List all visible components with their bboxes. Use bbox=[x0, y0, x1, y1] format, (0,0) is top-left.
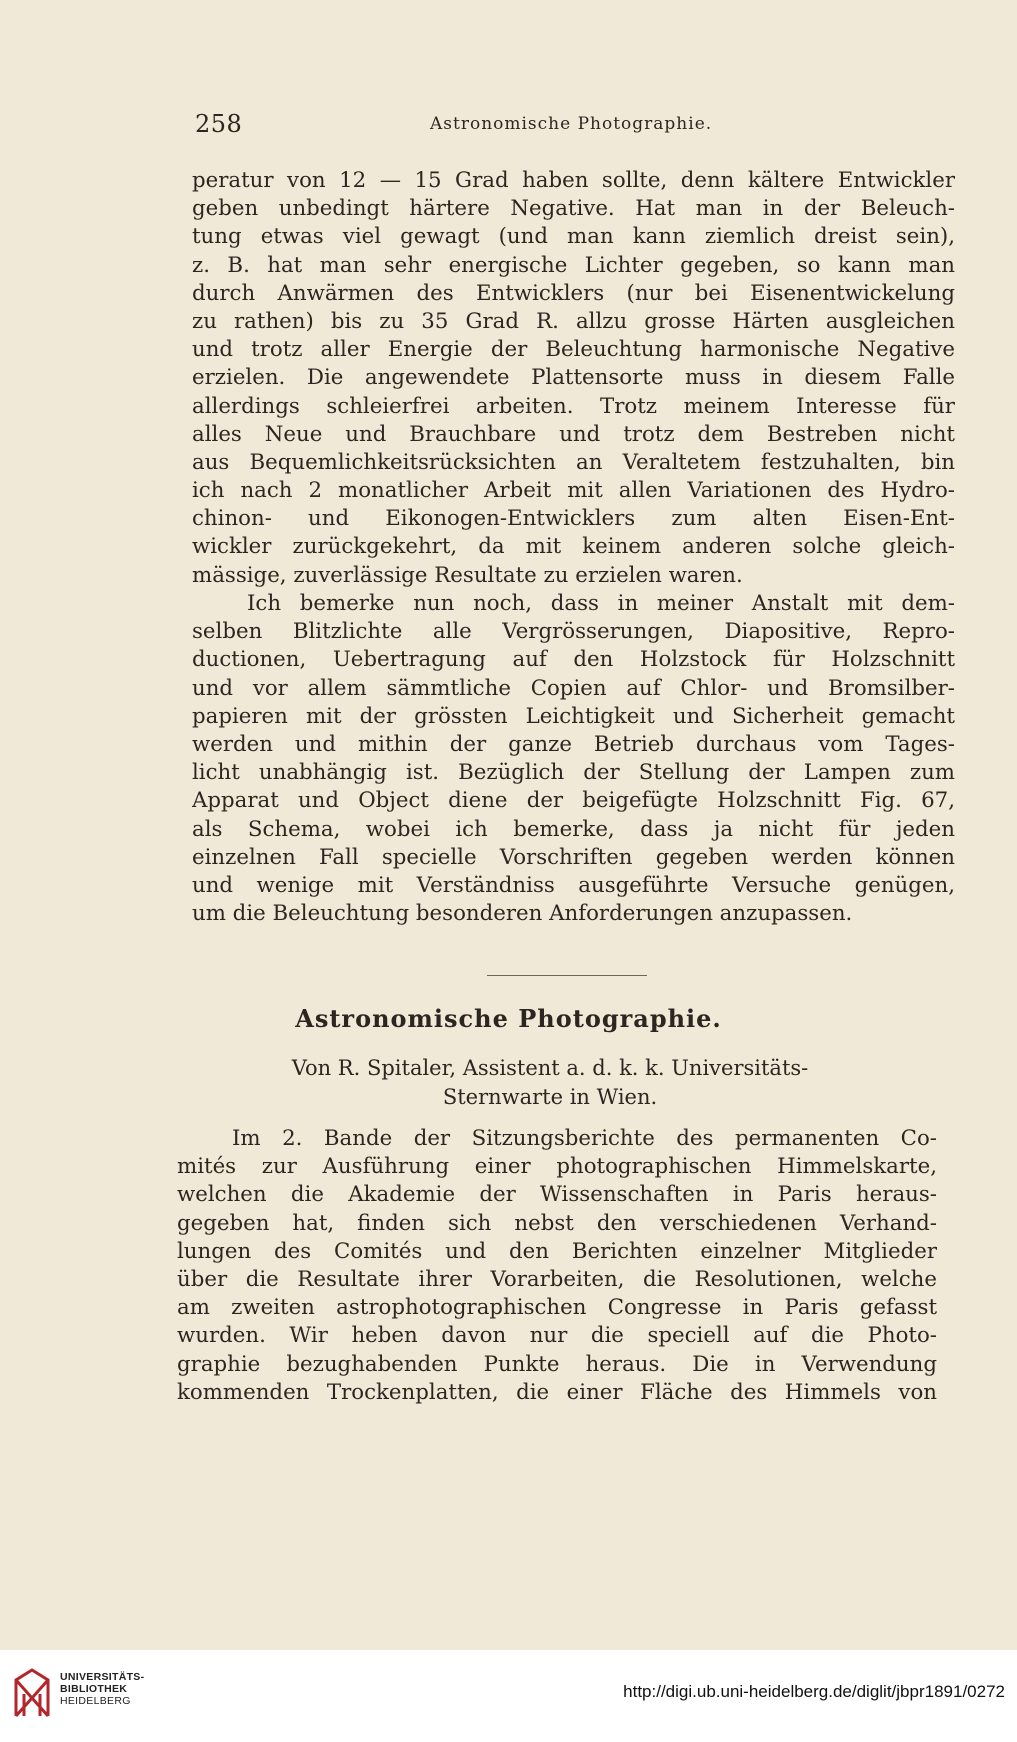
page-number: 258 bbox=[195, 110, 243, 138]
library-name-line: UNIVERSITÄTS- bbox=[60, 1671, 145, 1683]
text-line: Ich bemerke nun noch, dass in meiner Anstalt mit dem- bbox=[247, 591, 955, 616]
text-line: aus Bequemlichkeitsrücksichten an Veraltetem festzuhalten, bin bbox=[192, 449, 955, 475]
library-name-line: BIBLIOTHEK bbox=[60, 1683, 128, 1695]
paragraph-continuation bbox=[192, 167, 955, 590]
text-line: zu rathen) bis zu 35 Grad R. allzu grosse Härten ausgleichen bbox=[192, 308, 955, 334]
text-line: wurden. Wir heben davon nur die speciell auf die Photo- bbox=[177, 1323, 937, 1349]
text-line: erzielen. Die angewendete Plattensorte muss in diesem Falle bbox=[192, 365, 955, 391]
page-header bbox=[195, 110, 740, 144]
text-line: allerdings schleierfrei arbeiten. Trotz meinem Interesse für bbox=[192, 393, 955, 419]
text-line: licht unabhängig ist. Bezüglich der Stellung der Lampen zum bbox=[192, 760, 955, 786]
text-line: ductionen, Uebertragung auf den Holzstock für Holzschnitt bbox=[192, 647, 955, 673]
text-line: geben unbedingt härtere Negative. Hat man in der Beleuch- bbox=[192, 196, 955, 222]
text-line: Apparat und Object diene der beigefügte Holzschnitt Fig. 67, bbox=[192, 788, 955, 814]
text-line: ich nach 2 monatlicher Arbeit mit allen Variationen des Hydro- bbox=[192, 478, 955, 504]
footer-strip bbox=[0, 1650, 1017, 1742]
article-title: Astronomische Photographie. bbox=[295, 1004, 722, 1033]
text-line: z. B. hat man sehr energische Lichter gegeben, so kann man bbox=[192, 252, 955, 278]
text-line: als Schema, wobei ich bemerke, dass ja nicht für jeden bbox=[192, 816, 955, 842]
text-line: chinon- und Eikonogen-Entwicklers zum alten Eisen-Ent- bbox=[192, 506, 955, 532]
library-name-line: HEIDELBERG bbox=[60, 1695, 131, 1707]
text-line: und vor allem sämmtliche Copien auf Chlor- und Bromsilber- bbox=[192, 675, 955, 701]
text-line: einzelnen Fall specielle Vorschriften gegeben werden können bbox=[192, 844, 955, 870]
text-line: welchen die Akademie der Wissenschaften in Paris heraus- bbox=[177, 1182, 937, 1208]
university-library-logo-icon bbox=[12, 1666, 52, 1720]
paragraph-lighting bbox=[192, 590, 955, 928]
text-line: um die Beleuchtung besonderen Anforderungen anzupassen. bbox=[192, 901, 853, 927]
text-line: mités zur Ausführung einer photographischen Himmelskarte, bbox=[177, 1154, 937, 1180]
text-line: über die Resultate ihrer Vorarbeiten, die Resolutionen, welche bbox=[177, 1266, 937, 1292]
article-byline bbox=[220, 1054, 880, 1112]
text-line: werden und mithin der ganze Betrieb durchaus vom Tages- bbox=[192, 731, 955, 757]
source-url-link[interactable]: http://digi.ub.uni-heidelberg.de/diglit/jbpr1891/0272 bbox=[623, 1682, 1005, 1701]
text-line: mässige, zuverlässige Resultate zu erzielen waren. bbox=[192, 562, 743, 588]
library-name bbox=[60, 1671, 144, 1707]
text-line: kommenden Trockenplatten, die einer Fläche des Himmels von bbox=[177, 1379, 937, 1405]
text-line: peratur von 12 — 15 Grad haben sollte, denn kältere Entwickler bbox=[192, 168, 955, 193]
text-line: und wenige mit Verständniss ausgeführte Versuche genügen, bbox=[192, 872, 955, 898]
section-divider bbox=[487, 975, 647, 976]
text-line: tung etwas viel gewagt (und man kann ziemlich dreist sein), bbox=[192, 224, 955, 250]
text-line: wickler zurückgekehrt, da mit keinem anderen solche gleich- bbox=[192, 534, 955, 560]
text-line: alles Neue und Brauchbare und trotz dem Bestreben nicht bbox=[192, 421, 955, 447]
byline-line: Sternwarte in Wien. bbox=[442, 1085, 658, 1109]
text-line: papieren mit der grössten Leichtigkeit und Sicherheit gemacht bbox=[192, 703, 955, 729]
text-line: am zweiten astrophotographischen Congresse in Paris gefasst bbox=[177, 1295, 937, 1321]
text-line: Im 2. Bande der Sitzungsberichte des permanenten Co- bbox=[232, 1126, 937, 1151]
byline-line: Von R. Spitaler, Assistent a. d. k. k. Universitäts- bbox=[291, 1056, 809, 1080]
paragraph-article-body bbox=[177, 1125, 937, 1407]
text-line: und trotz aller Energie der Beleuchtung harmonische Negative bbox=[192, 337, 955, 363]
text-line: graphie bezughabenden Punkte heraus. Die in Verwendung bbox=[177, 1351, 937, 1377]
text-line: lungen des Comités und den Berichten einzelner Mitglieder bbox=[177, 1238, 937, 1264]
text-line: gegeben hat, finden sich nebst den verschiedenen Verhand- bbox=[177, 1210, 937, 1236]
running-head: Astronomische Photographie. bbox=[430, 114, 713, 134]
text-line: selben Blitzlichte alle Vergrösserungen, Diapositive, Repro- bbox=[192, 619, 955, 645]
text-line: durch Anwärmen des Entwicklers (nur bei Eisenentwickelung bbox=[192, 280, 955, 306]
